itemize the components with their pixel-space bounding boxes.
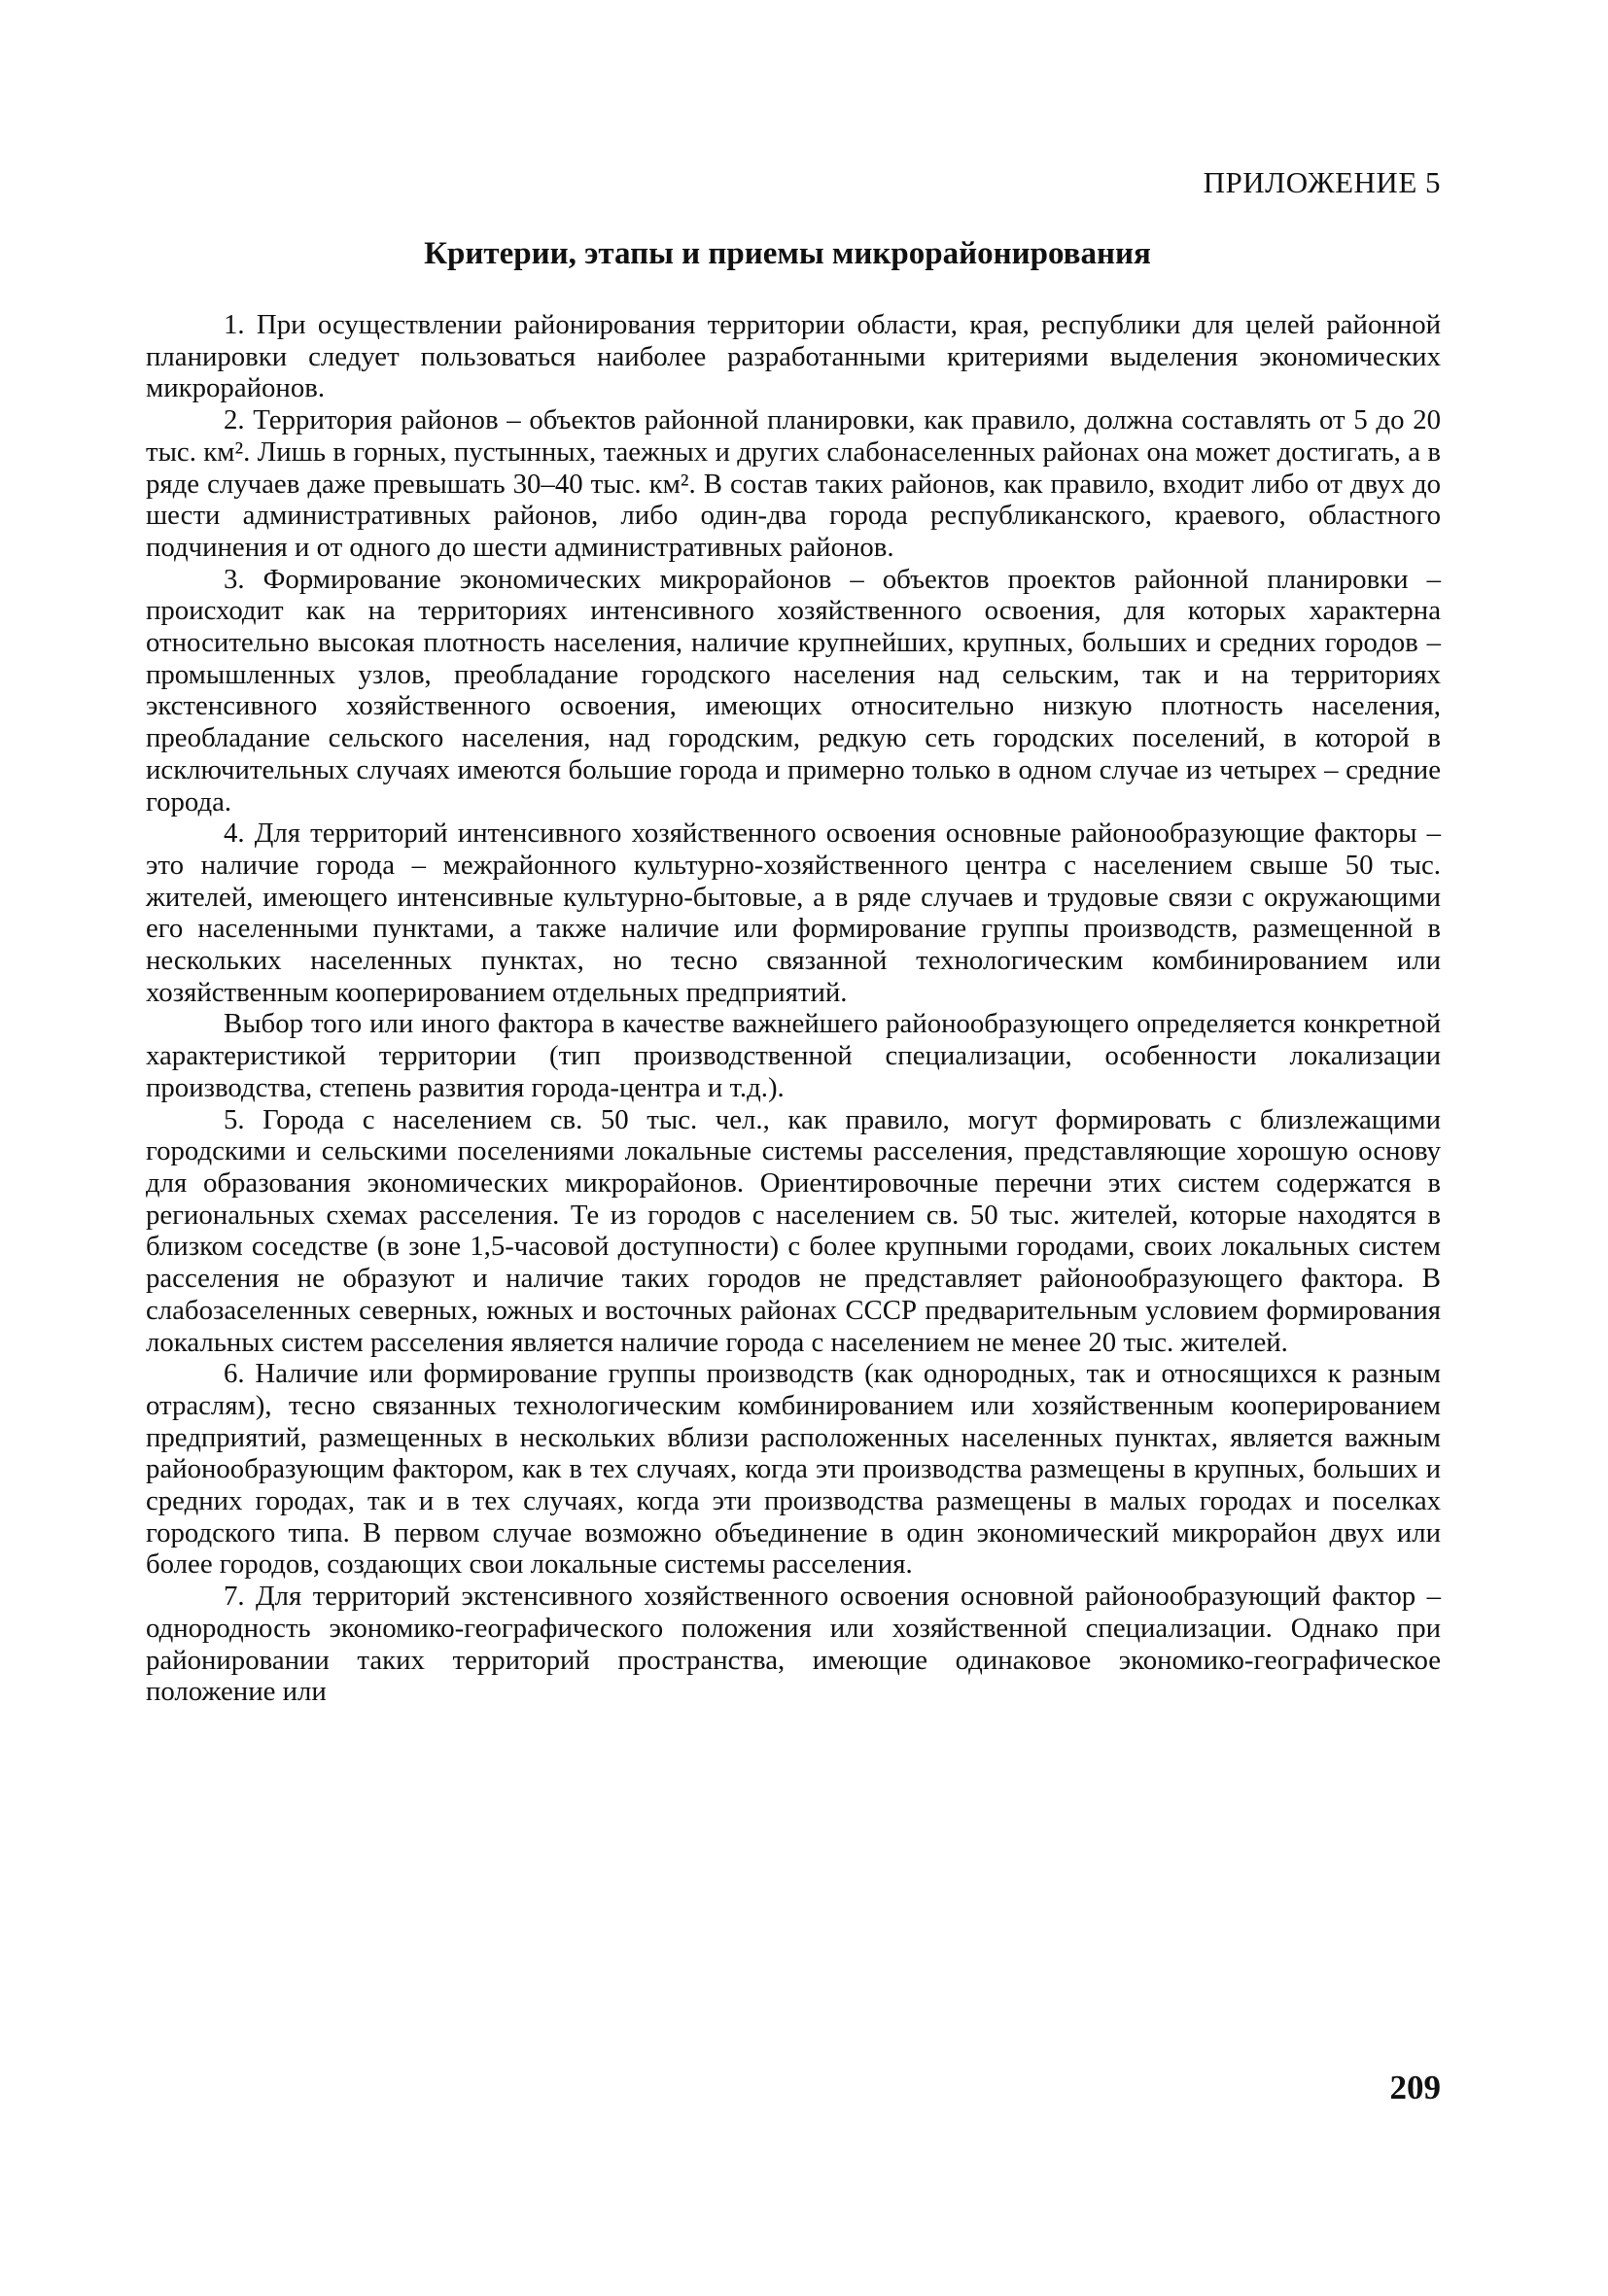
paragraph-7: 7. Для территорий экстенсивного хозяйственного освоения основной районообразующий фактор – однородность экономико-географического положения или хозяйственной специализации. Однако при районировании таких территорий пространства, имеющие одинаковое экономико-географическое положение или: [146, 1581, 1441, 1708]
document-title: Критерии, этапы и приемы микрорайонирования: [424, 236, 1151, 271]
paragraph-4: 4. Для территорий интенсивного хозяйственного освоения основные районообразующие факторы – это наличие города – межрайонного культурно-хозяйственного центра с населением свыше 50 тыс. жителей, имеющего интенсивные культурно-бытовые, а в ряде случаев и трудовые связи с окружающими его населенными пунктами, а также наличие или формирование группы производств, размещенной в нескольких населенных пунктах, но тесно связанной технологическим комбинированием или хозяйственным кооперированием отдельных предприятий.: [146, 818, 1441, 1008]
paragraph-6: 6. Наличие или формирование группы производств (как однородных, так и относящихся к разным отраслям), тесно связанных технологическим комбинированием или хозяйственным кооперированием предприятий, размещенных в нескольких вблизи расположенных населенных пунктах, является важным районообразующим фактором, как в тех случаях, когда эти производства размещены в крупных, больших и средних городах, так и в тех случаях, когда эти производства размещены в малых городах и поселках городского типа. В первом случае возможно объединение в один экономический микрорайон двух или более городов, создающих свои локальные системы расселения.: [146, 1358, 1441, 1581]
paragraph-4-continuation: Выбор того или иного фактора в качестве важнейшего районообразующего определяется конкретной характеристикой территории (тип производственной специализации, особенности локализации производства, степень развития города-центра и т.д.).: [146, 1008, 1441, 1103]
document-body: [146, 309, 1441, 1708]
appendix-label: ПРИЛОЖЕНИЕ 5: [1203, 165, 1441, 199]
page-number: 209: [1389, 2069, 1441, 2106]
paragraph-5: 5. Города с населением св. 50 тыс. чел., как правило, могут формировать с близлежащими городскими и сельскими поселениями локальные системы расселения, представляющие хорошую основу для образования экономических микрорайонов. Ориентировочные перечни этих систем содержатся в региональных схемах расселения. Те из городов с населением св. 50 тыс. жителей, которые находятся в близком соседстве (в зоне 1,5-часовой доступности) с более крупными городами, своих локальных систем расселения не образуют и наличие таких городов не представляет районообразующего фактора. В слабозаселенных северных, южных и восточных районах СССР предварительным условием формирования локальных систем расселения является наличие города с населением не менее 20 тыс. жителей.: [146, 1103, 1441, 1358]
paragraph-2: 2. Территория районов – объектов районной планировки, как правило, должна составлять от 5 до 20 тыс. км². Лишь в горных, пустынных, таежных и других слабонаселенных районах она может достигать, а в ряде случаев даже превышать 30–40 тыс. км². В состав таких районов, как правило, входит либо от двух до шести административных районов, либо один-два города республиканского, краевого, областного подчинения и от одного до шести административных районов.: [146, 404, 1441, 563]
paragraph-1: 1. При осуществлении районирования территории области, края, республики для целей районной планировки следует пользоваться наиболее разработанными критериями выделения экономических микрорайонов.: [146, 309, 1441, 404]
paragraph-3: 3. Формирование экономических микрорайонов – объектов проектов районной планировки – происходит как на территориях интенсивного хозяйственного освоения, для которых характерна относительно высокая плотность населения, наличие крупнейших, крупных, больших и средних городов – промышленных узлов, преобладание городского населения над сельским, так и на территориях экстенсивного хозяйственного освоения, имеющих относительно низкую плотность населения, преобладание сельского населения, над городским, редкую сеть городских поселений, в которой в исключительных случаях имеются большие города и примерно только в одном случае из четырех – средние города.: [146, 563, 1441, 818]
